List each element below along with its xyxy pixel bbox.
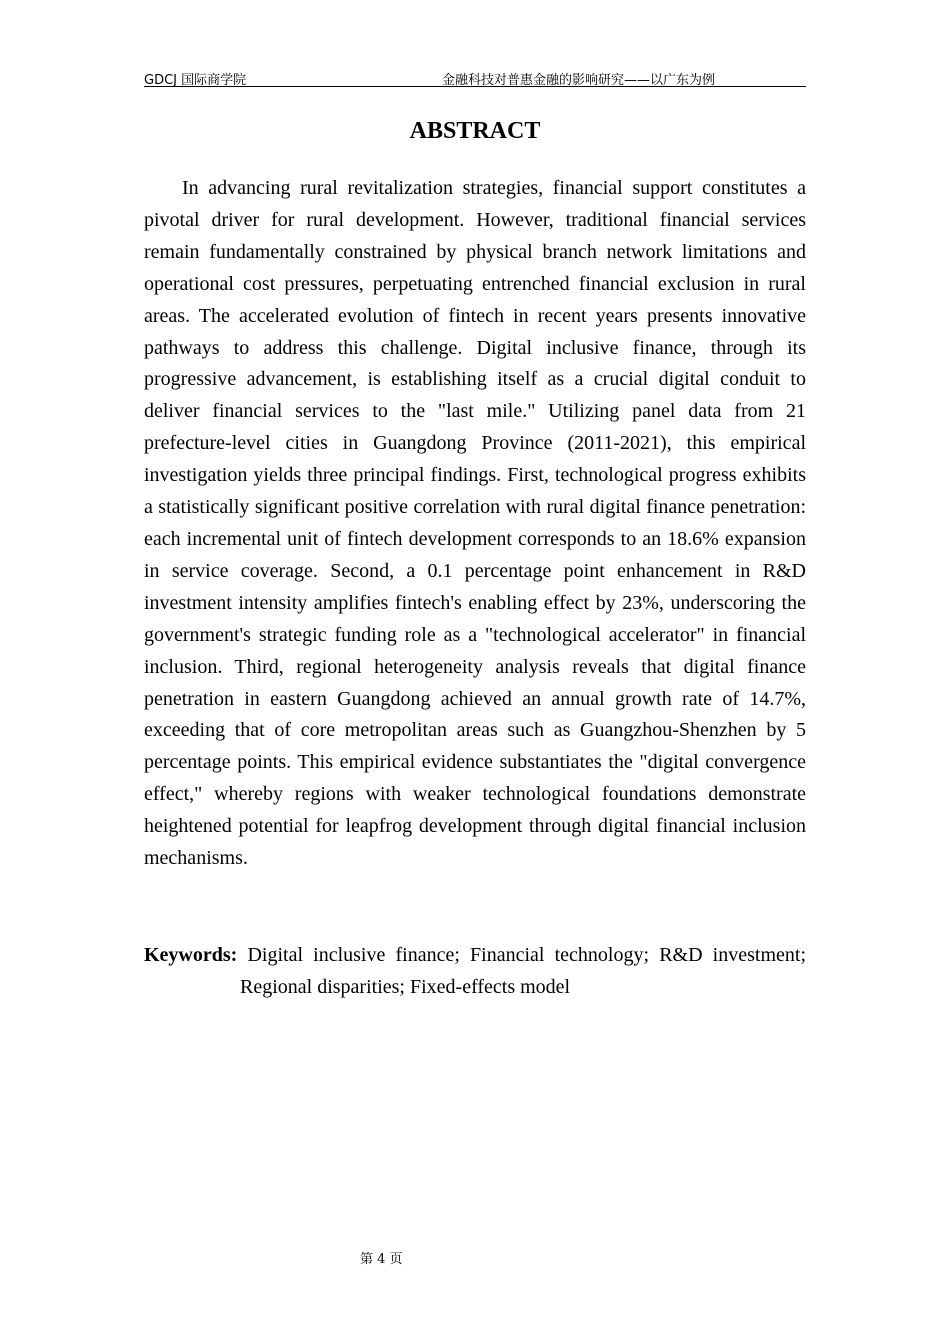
keywords-paragraph: [144, 939, 806, 1003]
header-thesis-title: 金融科技对普惠金融的影响研究——以广东为例: [442, 73, 716, 88]
page-header: [144, 66, 806, 87]
keywords-text: Digital inclusive finance; Financial technology; R&D investment; Regional disparities; Fixed-effects model: [237, 944, 806, 998]
abstract-body: In advancing rural revitalization strategies, financial support constitutes a pivotal driver for rural development. However, traditional financial services remain fundamentally constrained by physical branch network limitations and operational cost pressures, perpetuating entrenched financial exclusion in rural areas. The accelerated evolution of fintech in recent years presents innovative pathways to address this challenge. Digital inclusive finance, through its progressive advancement, is establishing itself as a crucial digital conduit to deliver financial services to the "last mile." Utilizing panel data from 21 prefecture-level cities in Guangdong Province (2011-2021), this empirical investigation yields three principal findings. First, technological progress exhibits a statistically significant positive correlation with rural digital finance penetration: each incremental unit of fintech development corresponds to an 18.6% expansion in service coverage. Second, a 0.1 percentage point enhancement in R&D investment intensity amplifies fintech's enabling effect by 23%, underscoring the government's strategic funding role as a "technological accelerator" in financial inclusion. Third, regional heterogeneity analysis reveals that digital finance penetration in eastern Guangdong achieved an annual growth rate of 14.7%, exceeding that of core metropolitan areas such as Guangzhou-Shenzhen by 5 percentage points. This empirical evidence substantiates the "digital convergence effect," whereby regions with weaker technological foundations demonstrate heightened potential for leapfrog development through digital financial inclusion mechanisms.: [144, 177, 806, 870]
header-school-name: GDCJ 国际商学院: [144, 73, 247, 88]
page-number: 第 4 页: [360, 1252, 403, 1267]
keywords-label: Keywords:: [144, 944, 238, 966]
abstract-title: ABSTRACT: [409, 118, 541, 144]
